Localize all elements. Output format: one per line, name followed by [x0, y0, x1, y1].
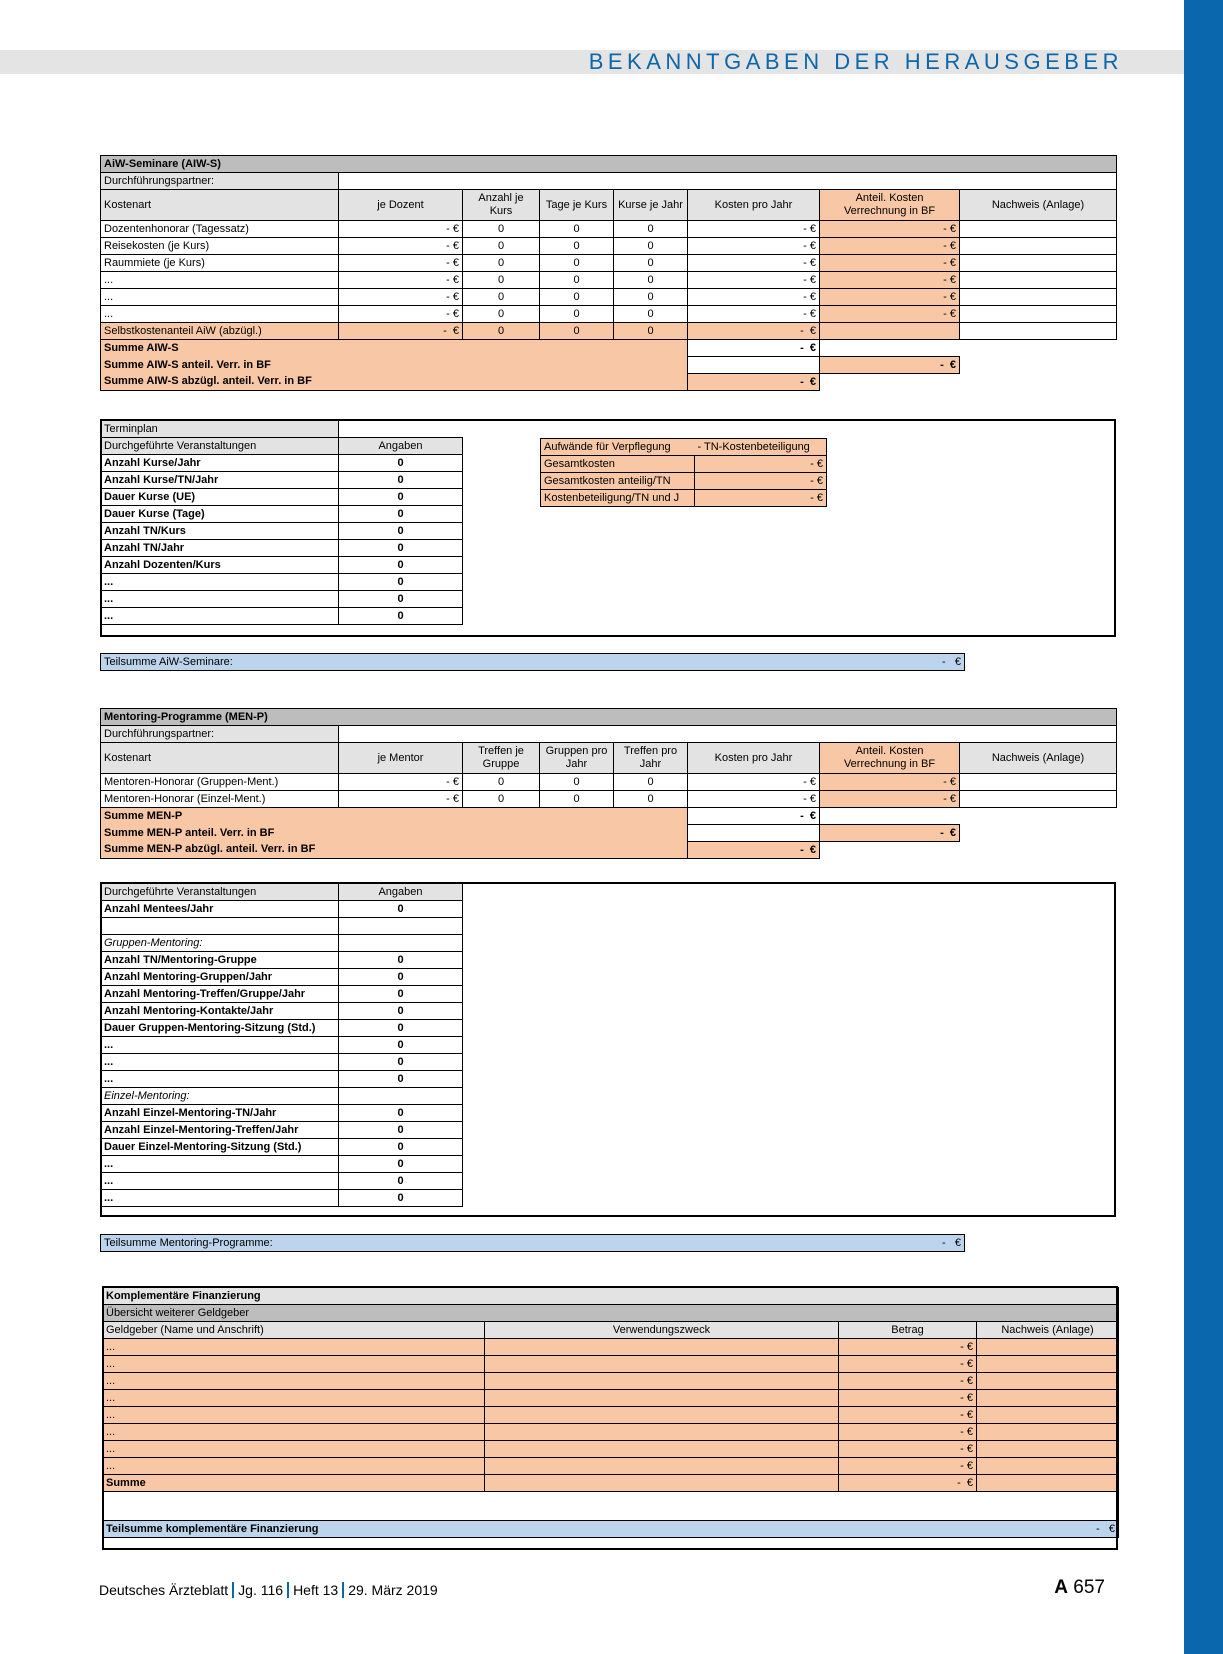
komp-geldgeber-cell[interactable]: ...	[103, 1441, 485, 1458]
komp-subtotal-value: - €	[977, 1521, 1119, 1538]
men-event-row	[101, 1173, 463, 1190]
men-cost-c1[interactable]: 0	[463, 774, 540, 791]
komp-geldgeber-cell[interactable]: ...	[103, 1407, 485, 1424]
komp-zweck-cell[interactable]	[485, 1424, 839, 1441]
aiw-table	[100, 155, 1117, 391]
aiw-cost-c1[interactable]: 0	[463, 306, 540, 323]
aiw-cost-je[interactable]: - €	[339, 255, 463, 272]
men-events-header: Durchgeführte Veranstaltungen	[101, 884, 339, 901]
verpflegung-row	[541, 473, 827, 490]
men-sum3-value: - €	[688, 842, 820, 859]
aiw-self-je[interactable]: - €	[339, 323, 463, 340]
aiw-event-value[interactable]: 0	[339, 472, 463, 489]
aiw-sum3-label: Summe AIW-S abzügl. anteil. Verr. in BF	[101, 374, 688, 391]
men-event-row	[101, 1105, 463, 1122]
aiw-event-label: ...	[101, 574, 339, 591]
aiw-cost-je[interactable]: - €	[339, 306, 463, 323]
verpflegung-value: - €	[695, 490, 827, 507]
aiw-event-row	[101, 540, 463, 557]
men-event-label: Anzahl Mentoring-Kontakte/Jahr	[101, 1003, 339, 1020]
aiw-sum2-value: - €	[820, 357, 960, 374]
aiw-cost-row	[101, 221, 1117, 238]
aiw-self-kosten: - €	[688, 323, 820, 340]
aiw-event-label: Dauer Kurse (Tage)	[101, 506, 339, 523]
men-event-row	[101, 1190, 463, 1207]
aiw-cost-anteil[interactable]: - €	[820, 255, 960, 272]
aiw-subtotal-label: Teilsumme AiW-Seminare:	[101, 654, 865, 671]
men-angaben-header: Angaben	[339, 884, 463, 901]
aiw-events-table	[100, 420, 463, 625]
aiw-cost-nachweis[interactable]	[960, 221, 1117, 238]
komp-betrag-cell[interactable]: - €	[839, 1424, 977, 1441]
verpflegung-header-right: - TN-Kostenbeteiligung	[695, 439, 827, 456]
aiw-col-je: je Dozent	[339, 190, 463, 221]
men-table	[100, 708, 1117, 859]
komp-sum-value: - €	[839, 1475, 977, 1492]
aiw-event-label: Anzahl Kurse/Jahr	[101, 455, 339, 472]
men-cost-nachweis[interactable]	[960, 791, 1117, 808]
page-section-title: BEKANNTGABEN DER HERAUSGEBER	[588, 49, 1123, 74]
aiw-event-value[interactable]: 0	[339, 523, 463, 540]
aiw-cost-row	[101, 238, 1117, 255]
verpflegung-value: - €	[695, 456, 827, 473]
men-event-label: Dauer Einzel-Mentoring-Sitzung (Std.)	[101, 1139, 339, 1156]
men-event-value[interactable]: 0	[339, 1037, 463, 1054]
aiw-cost-kosten: - €	[688, 255, 820, 272]
aiw-event-value[interactable]: 0	[339, 574, 463, 591]
komp-sum-label: Summe	[103, 1475, 485, 1492]
komp-zweck-cell[interactable]	[485, 1390, 839, 1407]
men-subtotal-value: - €	[865, 1235, 965, 1252]
aiw-event-label: Anzahl TN/Jahr	[101, 540, 339, 557]
aiw-cost-c1[interactable]: 0	[463, 255, 540, 272]
aiw-event-row	[101, 591, 463, 608]
komp-zweck-cell[interactable]	[485, 1356, 839, 1373]
men-event-label: ...	[101, 1156, 339, 1173]
aiw-event-label: Anzahl TN/Kurs	[101, 523, 339, 540]
sidebar-stripe	[1184, 0, 1223, 1654]
aiw-self-label: Selbstkostenanteil AiW (abzügl.)	[101, 323, 339, 340]
aiw-cost-c3[interactable]: 0	[614, 238, 688, 255]
men-subtotal	[100, 1234, 965, 1252]
aiw-event-label: Dauer Kurse (UE)	[101, 489, 339, 506]
komp-table	[102, 1287, 1119, 1538]
aiw-cost-label: ...	[101, 289, 339, 306]
men-event-row	[101, 1003, 463, 1020]
aiw-event-value[interactable]: 0	[339, 489, 463, 506]
footer-citation	[99, 1582, 438, 1598]
verpflegung-table	[540, 438, 827, 507]
komp-col-geldgeber: Geldgeber (Name und Anschrift)	[103, 1322, 485, 1339]
aiw-cost-label: Reisekosten (je Kurs)	[101, 238, 339, 255]
men-event-row	[101, 1122, 463, 1139]
aiw-title: AiW-Seminare (AIW-S)	[101, 156, 1117, 173]
men-cost-anteil[interactable]: - €	[820, 791, 960, 808]
aiw-cost-nachweis[interactable]	[960, 272, 1117, 289]
aiw-cost-row	[101, 255, 1117, 272]
men-col-c2: Gruppen pro Jahr	[540, 743, 614, 774]
komp-row	[103, 1458, 1119, 1475]
aiw-event-row	[101, 506, 463, 523]
komp-row	[103, 1339, 1119, 1356]
komp-betrag-cell[interactable]: - €	[839, 1339, 977, 1356]
men-event-label: ...	[101, 1173, 339, 1190]
men-event-value[interactable]: 0	[339, 1003, 463, 1020]
men-event-row	[101, 1071, 463, 1088]
aiw-self-c3[interactable]: 0	[614, 323, 688, 340]
komp-zweck-cell[interactable]	[485, 1407, 839, 1424]
komp-col-zweck: Verwendungszweck	[485, 1322, 839, 1339]
men-event-label: Anzahl Einzel-Mentoring-Treffen/Jahr	[101, 1122, 339, 1139]
komp-geldgeber-cell[interactable]: ...	[103, 1356, 485, 1373]
aiw-event-row	[101, 455, 463, 472]
komp-geldgeber-cell[interactable]: ...	[103, 1339, 485, 1356]
aiw-self-nachweis[interactable]	[960, 323, 1117, 340]
komp-betrag-cell[interactable]: - €	[839, 1458, 977, 1475]
aiw-cost-c2[interactable]: 0	[540, 221, 614, 238]
men-cost-anteil[interactable]: - €	[820, 774, 960, 791]
footer-issue: Heft 13	[293, 1582, 339, 1598]
aiw-event-row	[101, 523, 463, 540]
aiw-self-c2[interactable]: 0	[540, 323, 614, 340]
aiw-cost-anteil[interactable]: - €	[820, 272, 960, 289]
men-event-label: ...	[101, 1054, 339, 1071]
aiw-terminplan-label: Terminplan	[101, 421, 339, 438]
aiw-cost-anteil[interactable]: - €	[820, 289, 960, 306]
aiw-cost-row	[101, 306, 1117, 323]
men-cost-je[interactable]: - €	[339, 774, 463, 791]
aiw-event-label: Anzahl Kurse/TN/Jahr	[101, 472, 339, 489]
aiw-cost-c1[interactable]: 0	[463, 221, 540, 238]
aiw-self-anteil	[820, 323, 960, 340]
aiw-event-row	[101, 608, 463, 625]
komp-nachweis-cell[interactable]	[977, 1356, 1119, 1373]
aiw-cost-nachweis[interactable]	[960, 289, 1117, 306]
aiw-event-row	[101, 489, 463, 506]
verpflegung-value: - €	[695, 473, 827, 490]
men-cost-je[interactable]: - €	[339, 791, 463, 808]
men-event-value[interactable]: 0	[339, 1139, 463, 1156]
aiw-cost-c3[interactable]: 0	[614, 289, 688, 306]
men-sum2-value: - €	[820, 825, 960, 842]
komp-subtitle: Übersicht weiterer Geldgeber	[103, 1305, 1119, 1322]
men-event-label: Dauer Gruppen-Mentoring-Sitzung (Std.)	[101, 1020, 339, 1037]
men-event-row	[101, 1020, 463, 1037]
men-event-value[interactable]: 0	[339, 1054, 463, 1071]
komp-betrag-cell[interactable]: - €	[839, 1356, 977, 1373]
komp-nachweis-cell[interactable]	[977, 1339, 1119, 1356]
aiw-cost-je[interactable]: - €	[339, 272, 463, 289]
komp-nachweis-cell[interactable]	[977, 1373, 1119, 1390]
men-event-value[interactable]: 0	[339, 1156, 463, 1173]
men-cost-nachweis[interactable]	[960, 774, 1117, 791]
komp-row	[103, 1441, 1119, 1458]
verpflegung-row	[541, 456, 827, 473]
aiw-col-nachweis: Nachweis (Anlage)	[960, 190, 1117, 221]
aiw-cost-c1[interactable]: 0	[463, 238, 540, 255]
aiw-col-anteil: Anteil. Kosten Verrechnung in BF	[820, 190, 960, 221]
aiw-cost-je[interactable]: - €	[339, 238, 463, 255]
men-event-value[interactable]: 0	[339, 1122, 463, 1139]
men-event-label: ...	[101, 1071, 339, 1088]
komp-col-betrag: Betrag	[839, 1322, 977, 1339]
aiw-cost-je[interactable]: - €	[339, 221, 463, 238]
komp-zweck-cell[interactable]	[485, 1458, 839, 1475]
verpflegung-label: Gesamtkosten anteilig/TN	[541, 473, 695, 490]
verpflegung-label: Kostenbeteiligung/TN und J	[541, 490, 695, 507]
aiw-cost-c2[interactable]: 0	[540, 272, 614, 289]
aiw-cost-kosten: - €	[688, 272, 820, 289]
men-cost-label: Mentoren-Honorar (Gruppen-Ment.)	[101, 774, 339, 791]
aiw-cost-kosten: - €	[688, 289, 820, 306]
men-cost-c1[interactable]: 0	[463, 791, 540, 808]
aiw-sum2-label: Summe AIW-S anteil. Verr. in BF	[101, 357, 688, 374]
aiw-event-label: ...	[101, 591, 339, 608]
men-cost-c3[interactable]: 0	[614, 774, 688, 791]
men-event-value[interactable]: 0	[339, 969, 463, 986]
aiw-angaben-header: Angaben	[339, 438, 463, 455]
men-cost-row	[101, 774, 1117, 791]
komp-nachweis-cell[interactable]	[977, 1390, 1119, 1407]
aiw-cost-c1[interactable]: 0	[463, 289, 540, 306]
aiw-col-kosten: Kosten pro Jahr	[688, 190, 820, 221]
aiw-cost-nachweis[interactable]	[960, 255, 1117, 272]
men-event-row	[101, 1156, 463, 1173]
men-cost-kosten: - €	[688, 774, 820, 791]
komp-nachweis-cell[interactable]	[977, 1458, 1119, 1475]
men-event-label: ...	[101, 1190, 339, 1207]
komp-nachweis-cell[interactable]	[977, 1424, 1119, 1441]
komp-subtotal-label: Teilsumme komplementäre Finanzierung	[103, 1521, 977, 1538]
aiw-events-header: Durchgeführte Veranstaltungen	[101, 438, 339, 455]
men-event-label: Anzahl Mentoring-Gruppen/Jahr	[101, 969, 339, 986]
aiw-cost-label: ...	[101, 306, 339, 323]
men-col-c3: Treffen pro Jahr	[614, 743, 688, 774]
men-event-row	[101, 1037, 463, 1054]
men-event-label: Anzahl TN/Mentoring-Gruppe	[101, 952, 339, 969]
men-event-label: Anzahl Einzel-Mentoring-TN/Jahr	[101, 1105, 339, 1122]
men-cost-label: Mentoren-Honorar (Einzel-Ment.)	[101, 791, 339, 808]
men-group-heading: Gruppen-Mentoring:	[101, 935, 339, 952]
aiw-cost-row	[101, 289, 1117, 306]
aiw-event-value[interactable]: 0	[339, 506, 463, 523]
aiw-sum1-label: Summe AIW-S	[101, 340, 688, 357]
men-event-value[interactable]: 0	[339, 1020, 463, 1037]
men-event-value[interactable]: 0	[339, 1071, 463, 1088]
aiw-col-kostenart: Kostenart	[101, 190, 339, 221]
aiw-cost-label: Dozentenhonorar (Tagessatz)	[101, 221, 339, 238]
footer-volume: Jg. 116	[238, 1582, 284, 1598]
komp-title: Komplementäre Finanzierung	[103, 1288, 1119, 1305]
aiw-event-value[interactable]: 0	[339, 608, 463, 625]
aiw-cost-nachweis[interactable]	[960, 238, 1117, 255]
men-col-je: je Mentor	[339, 743, 463, 774]
aiw-col-c3: Kurse je Jahr	[614, 190, 688, 221]
komp-col-nachweis: Nachweis (Anlage)	[977, 1322, 1119, 1339]
komp-zweck-cell[interactable]	[485, 1339, 839, 1356]
aiw-cost-kosten: - €	[688, 238, 820, 255]
aiw-sum3-value: - €	[688, 374, 820, 391]
men-event-label: Anzahl Mentoring-Treffen/Gruppe/Jahr	[101, 986, 339, 1003]
men-event-value[interactable]: 0	[339, 1173, 463, 1190]
aiw-cost-anteil[interactable]: - €	[820, 306, 960, 323]
men-mentees-value[interactable]: 0	[339, 901, 463, 918]
aiw-cost-c2[interactable]: 0	[540, 238, 614, 255]
aiw-col-c2: Tage je Kurs	[540, 190, 614, 221]
men-cost-row	[101, 791, 1117, 808]
aiw-partner-input[interactable]	[339, 173, 1117, 190]
komp-betrag-cell[interactable]: - €	[839, 1373, 977, 1390]
men-cost-c3[interactable]: 0	[614, 791, 688, 808]
men-event-value[interactable]: 0	[339, 1190, 463, 1207]
aiw-cost-c3[interactable]: 0	[614, 221, 688, 238]
aiw-cost-anteil[interactable]: - €	[820, 238, 960, 255]
aiw-cost-label: Raummiete (je Kurs)	[101, 255, 339, 272]
aiw-cost-kosten: - €	[688, 221, 820, 238]
komp-nachweis-cell[interactable]	[977, 1441, 1119, 1458]
komp-geldgeber-cell[interactable]: ...	[103, 1390, 485, 1407]
men-event-value[interactable]: 0	[339, 952, 463, 969]
aiw-cost-row	[101, 272, 1117, 289]
aiw-cost-je[interactable]: - €	[339, 289, 463, 306]
komp-nachweis-cell[interactable]	[977, 1407, 1119, 1424]
aiw-cost-nachweis[interactable]	[960, 306, 1117, 323]
men-spacer	[101, 918, 339, 935]
men-cost-kosten: - €	[688, 791, 820, 808]
komp-geldgeber-cell[interactable]: ...	[103, 1458, 485, 1475]
aiw-self-c1[interactable]: 0	[463, 323, 540, 340]
komp-row	[103, 1390, 1119, 1407]
aiw-cost-c3[interactable]: 0	[614, 306, 688, 323]
men-event-row	[101, 952, 463, 969]
men-event-value[interactable]: 0	[339, 1105, 463, 1122]
men-subtotal-label: Teilsumme Mentoring-Programme:	[101, 1235, 865, 1252]
aiw-cost-c3[interactable]: 0	[614, 255, 688, 272]
komp-row	[103, 1424, 1119, 1441]
komp-geldgeber-cell[interactable]: ...	[103, 1373, 485, 1390]
komp-betrag-cell[interactable]: - €	[839, 1407, 977, 1424]
aiw-cost-kosten: - €	[688, 306, 820, 323]
men-sum1-label: Summe MEN-P	[101, 808, 688, 825]
men-col-c1: Treffen je Gruppe	[463, 743, 540, 774]
men-event-row	[101, 969, 463, 986]
men-events-table	[100, 883, 463, 1207]
men-single-heading: Einzel-Mentoring:	[101, 1088, 339, 1105]
men-col-nachweis: Nachweis (Anlage)	[960, 743, 1117, 774]
komp-betrag-cell[interactable]: - €	[839, 1390, 977, 1407]
men-title: Mentoring-Programme (MEN-P)	[101, 709, 1117, 726]
komp-zweck-cell[interactable]	[485, 1441, 839, 1458]
aiw-sum1-value: - €	[688, 340, 820, 357]
aiw-event-row	[101, 574, 463, 591]
aiw-event-value[interactable]: 0	[339, 591, 463, 608]
men-mentees-label: Anzahl Mentees/Jahr	[101, 901, 339, 918]
men-event-row	[101, 986, 463, 1003]
footer-date: 29. März 2019	[348, 1582, 438, 1598]
verpflegung-header-left: Aufwände für Verpflegung	[541, 439, 695, 456]
men-cost-c2[interactable]: 0	[540, 774, 614, 791]
aiw-event-value[interactable]: 0	[339, 557, 463, 574]
aiw-cost-c2[interactable]: 0	[540, 289, 614, 306]
aiw-subtotal	[100, 653, 965, 671]
aiw-event-row	[101, 557, 463, 574]
men-cost-c2[interactable]: 0	[540, 791, 614, 808]
aiw-cost-c2[interactable]: 0	[540, 306, 614, 323]
men-sum1-value: - €	[688, 808, 820, 825]
aiw-partner-label: Durchführungspartner:	[101, 173, 339, 190]
men-col-anteil: Anteil. Kosten Verrechnung in BF	[820, 743, 960, 774]
aiw-cost-c1[interactable]: 0	[463, 272, 540, 289]
aiw-event-value[interactable]: 0	[339, 540, 463, 557]
men-partner-label: Durchführungspartner:	[101, 726, 339, 743]
komp-betrag-cell[interactable]: - €	[839, 1441, 977, 1458]
komp-geldgeber-cell[interactable]: ...	[103, 1424, 485, 1441]
aiw-event-label: Anzahl Dozenten/Kurs	[101, 557, 339, 574]
aiw-subtotal-value: - €	[865, 654, 965, 671]
men-col-kosten: Kosten pro Jahr	[688, 743, 820, 774]
men-partner-input[interactable]	[339, 726, 1117, 743]
aiw-cost-label: ...	[101, 272, 339, 289]
men-event-row	[101, 1054, 463, 1071]
men-event-value[interactable]: 0	[339, 986, 463, 1003]
komp-row	[103, 1356, 1119, 1373]
aiw-event-row	[101, 472, 463, 489]
aiw-event-label: ...	[101, 608, 339, 625]
komp-zweck-cell[interactable]	[485, 1373, 839, 1390]
aiw-cost-c3[interactable]: 0	[614, 272, 688, 289]
men-event-label: ...	[101, 1037, 339, 1054]
aiw-cost-anteil[interactable]: - €	[820, 221, 960, 238]
aiw-col-c1: Anzahl je Kurs	[463, 190, 540, 221]
page-number: A 657	[1054, 1577, 1105, 1598]
men-sum3-label: Summe MEN-P abzügl. anteil. Verr. in BF	[101, 842, 688, 859]
verpflegung-row	[541, 490, 827, 507]
men-event-row	[101, 1139, 463, 1156]
aiw-cost-c2[interactable]: 0	[540, 255, 614, 272]
men-sum2-label: Summe MEN-P anteil. Verr. in BF	[101, 825, 688, 842]
verpflegung-label: Gesamtkosten	[541, 456, 695, 473]
men-col-kostenart: Kostenart	[101, 743, 339, 774]
komp-row	[103, 1373, 1119, 1390]
komp-row	[103, 1407, 1119, 1424]
aiw-event-value[interactable]: 0	[339, 455, 463, 472]
footer-journal: Deutsches Ärzteblatt	[99, 1582, 229, 1598]
